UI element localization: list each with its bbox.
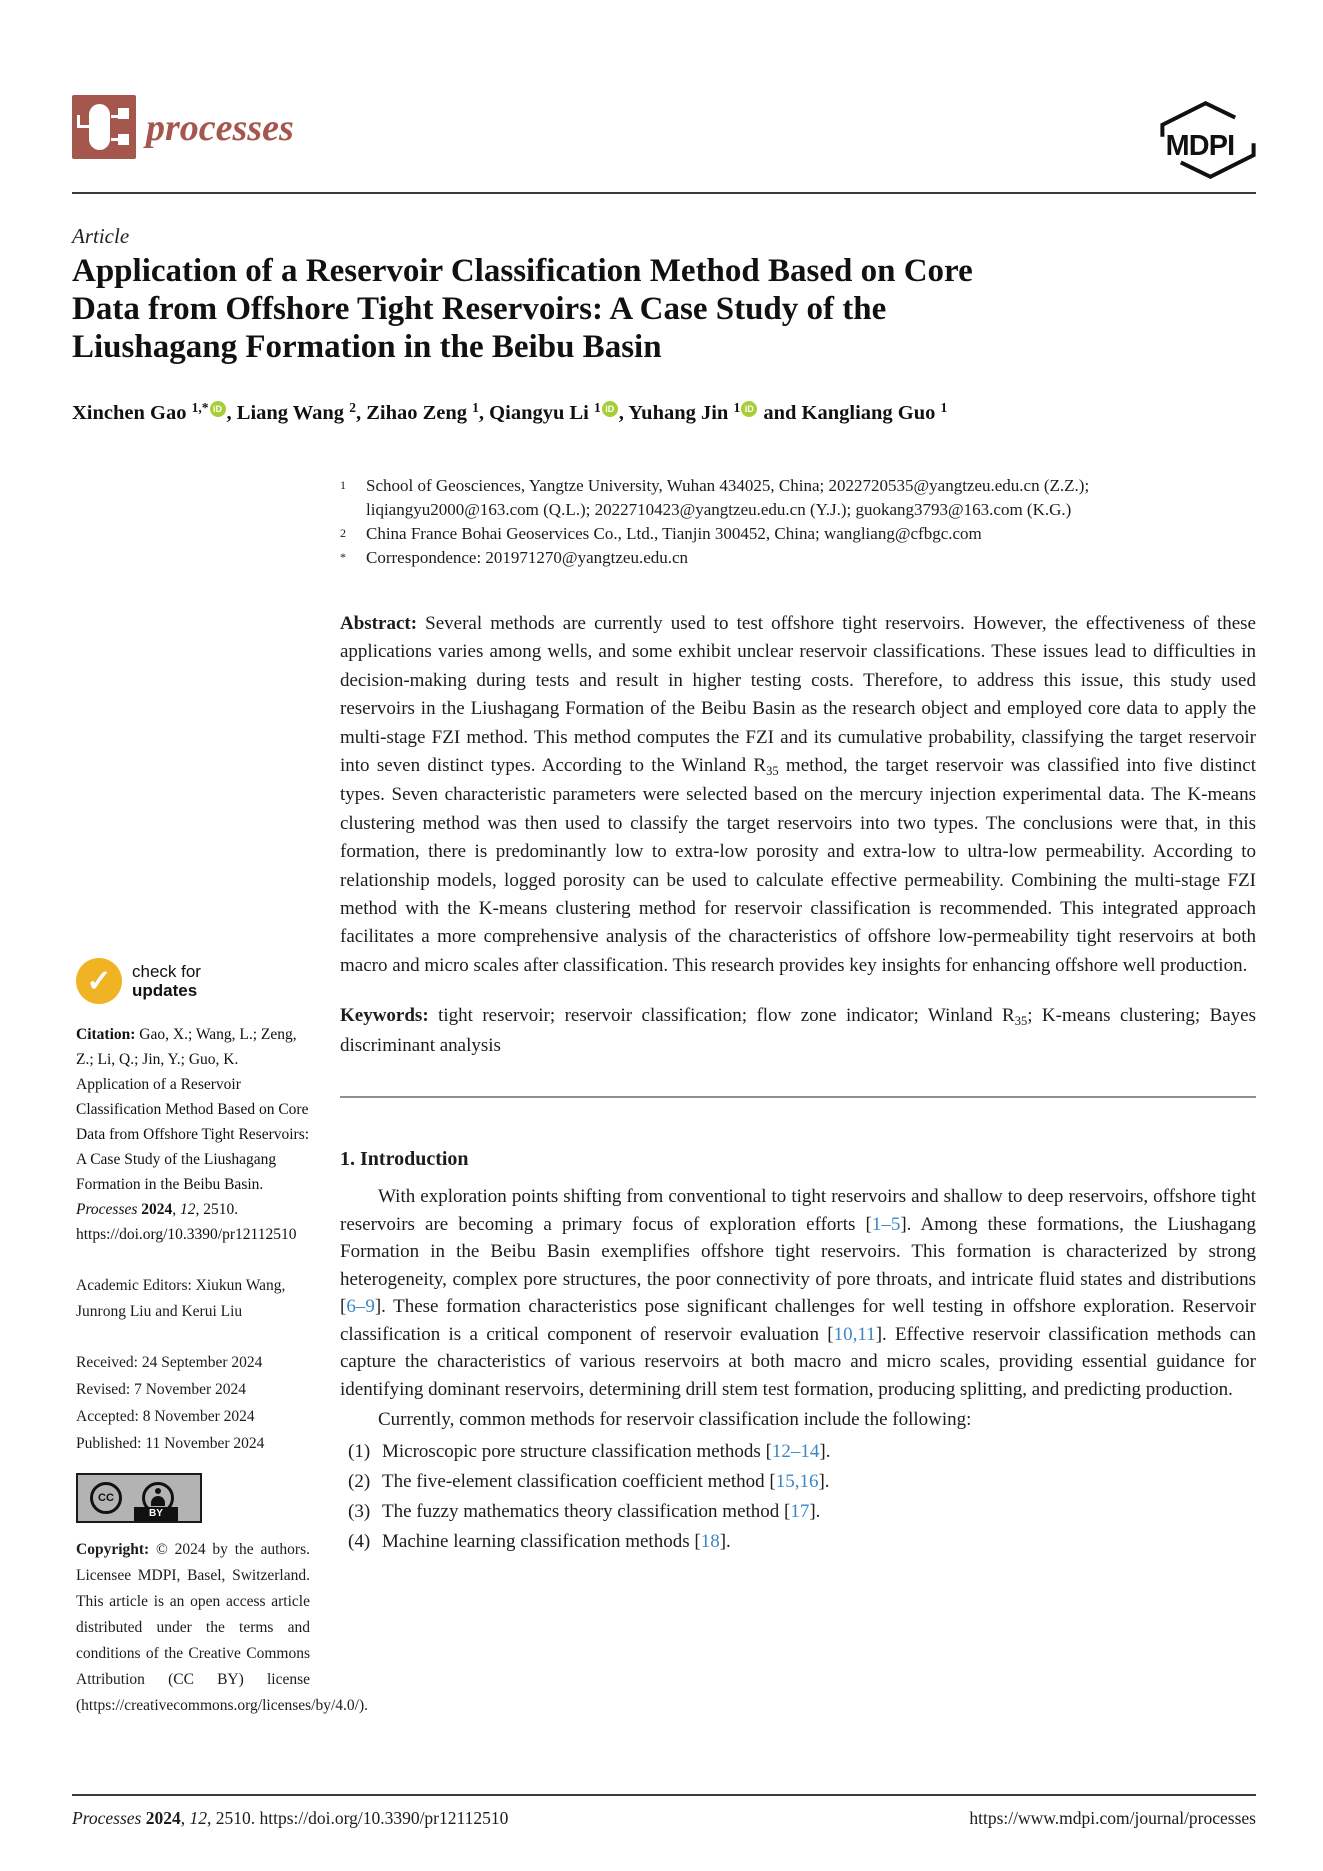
check-for-updates-badge[interactable]	[76, 958, 310, 1004]
section-heading-introduction: 1. Introduction	[340, 1148, 469, 1171]
affiliation-marker: 2	[340, 526, 346, 540]
affiliations	[340, 474, 1256, 570]
abstract: Abstract: Several methods are currently used to test offshore tight reservoirs. However, the effectiveness of these applications varies among wells, and some exhibit unclear reservoir classifications. These issues lead to difficulties in decision-making during tests and result in higher testing costs. Therefore, to address this issue, this study used reservoirs in the Liushagang Formation of the Beibu Basin as the research object and employed core data to apply the multi-stage FZI method. This method computes the FZI and its cumulative probability, classifying the target reservoir into seven distinct types. According to the Winland R35 method, the target reservoir was classified into five distinct types. Seven characteristic parameters were selected based on the mercury injection experimental data. The K-means clustering method was then used to classify the target reservoirs into two types. The conclusions were that, in this formation, there is predominantly low to extra-low porosity and extra-low to ultra-low permeability. According to relationship models, logged porosity can be used to calculate effective permeability. Combining the multi-stage FZI method with the K-means clustering method for reservoir classification is recommended. This integrated approach facilitates a more comprehensive analysis of the characteristics of offshore low-permeability tight reservoirs at both macro and micro scales after classification. This research provides key insights for enhancing offshore well production.	[340, 613, 1256, 976]
list-number: (4)	[348, 1530, 371, 1552]
article-type-label: Article	[72, 224, 130, 248]
copyright-notice: Copyright: © 2024 by the authors. Licensee MDPI, Basel, Switzerland. This article is an open access article distributed under the terms and conditions of the Creative Commons Attribution (CC BY) license (https://creativecommons.org/licenses/by/4.0/).	[76, 1541, 369, 1714]
mdpi-logo	[1156, 96, 1260, 184]
affiliation-row	[340, 474, 1256, 522]
keywords: Keywords: tight reservoir; reservoir classification; flow zone indicator; Winland R35; K-means clustering; Bayes discriminant analysis	[340, 1005, 1257, 1056]
title-line-1: Application of a Reservoir Classification Method Based on Core	[72, 253, 973, 289]
affiliation-row	[340, 522, 1256, 546]
footer-journal-url[interactable]: https://www.mdpi.com/journal/processes	[969, 1808, 1256, 1828]
title-line-2: Data from Offshore Tight Reservoirs: A Case Study of the	[72, 291, 887, 327]
list-item	[340, 1467, 1256, 1497]
journal-name: processes	[146, 107, 294, 149]
methods-list	[340, 1437, 1256, 1557]
academic-editors: Academic Editors: Xiukun Wang, Junrong Liu and Kerui Liu	[76, 1277, 286, 1320]
authors-line: Xinchen Gao $^{1,*}$ iD , Liang Wang $^2$, Zihao Zeng $^1$, Qiangyu Li $^1$ iD , Yuhang Jin $^1$ iD and Kangliang Guo $^1$	[72, 400, 948, 424]
accepted-date: Accepted: 8 November 2024	[76, 1408, 255, 1425]
footer-citation: Processes 2024, 12, 2510. https://doi.org/10.3390/pr12112510	[72, 1808, 509, 1828]
main-column	[340, 474, 1256, 1557]
title-line-3: Liushagang Formation in the Beibu Basin	[72, 329, 662, 365]
reference-link[interactable]: 18	[700, 1530, 720, 1552]
logo-square-shape	[118, 108, 129, 119]
orcid-icon[interactable]: iD	[210, 401, 226, 417]
page-title	[72, 252, 1132, 366]
header-divider	[72, 192, 1256, 194]
list-item-text: The five-element classification coefficient method [15,16].	[382, 1470, 830, 1492]
check-icon: ✓	[76, 958, 122, 1004]
affiliation-text: China France Bohai Geoservices Co., Ltd., Tianjin 300452, China; wangliang@cfbgc.com	[366, 524, 982, 543]
list-number: (1)	[348, 1440, 371, 1462]
reference-link[interactable]: 17	[790, 1500, 810, 1522]
citation-block: Citation: Gao, X.; Wang, L.; Zeng, Z.; Li, Q.; Jin, Y.; Guo, K. Application of a Reservoir Classification Method Based on Core Data from Offshore Tight Reservoirs: A Case Study of the Liushagang Formation in the Beibu Basin. Processes 2024, 12, 2510. https://doi.org/10.3390/pr12112510	[76, 1026, 310, 1243]
cc-by-label: BY	[134, 1507, 178, 1521]
affiliation-text: School of Geosciences, Yangtze University, Wuhan 434025, China; 2022720535@yangtzeu.edu.cn (Z.Z.); liqiangyu2000@163.com (Q.L.); 2022710423@yangtzeu.edu.cn (Y.J.); guokang3793@163.com (K.G.)	[366, 476, 1090, 519]
logo-square-shape	[118, 134, 129, 145]
logo-capsule-shape	[89, 104, 110, 150]
list-item-text: Machine learning classification methods [18].	[382, 1530, 731, 1552]
affiliation-row	[340, 546, 1256, 570]
logo-arrow-shape	[77, 115, 80, 128]
revised-date: Revised: 7 November 2024	[76, 1381, 247, 1398]
check-for-updates-label	[132, 962, 201, 1000]
section-divider	[340, 1096, 1256, 1098]
processes-logo-icon	[72, 95, 136, 159]
article-dates	[76, 1349, 310, 1457]
affiliation-marker: *	[340, 550, 346, 564]
reference-link[interactable]: 12–14	[771, 1440, 820, 1462]
published-date: Published: 11 November 2024	[76, 1435, 265, 1452]
list-item	[340, 1437, 1256, 1467]
reference-link[interactable]: 6–9	[346, 1296, 375, 1318]
affiliation-marker: 1	[340, 478, 346, 492]
list-item	[340, 1527, 1256, 1557]
correspondence-text: Correspondence: 201971270@yangtzeu.edu.cn	[366, 548, 689, 567]
orcid-icon[interactable]: iD	[741, 401, 757, 417]
badge-line-1: check for	[132, 962, 201, 981]
logo-connector-shape	[111, 138, 118, 141]
mdpi-wordmark: MDPI	[1165, 130, 1235, 163]
footer-divider	[72, 1794, 1256, 1796]
list-item-text: The fuzzy mathematics theory classification method [17].	[382, 1500, 821, 1522]
badge-line-2: updates	[132, 981, 198, 1000]
introduction-paragraph-1: With exploration points shifting from conventional to tight reservoirs and shallow to deep reservoirs, offshore tight reservoirs are becoming a primary focus of exploration efforts [1–5]. Among these formations, the Liushagang Formation in the Beibu Basin exemplifies offshore tight reservoirs. This formation is characterized by strong heterogeneity, complex pore structures, the poor connectivity of pore throats, and intricate fluid states and distributions [6–9]. These formation characteristics pose significant challenges for well testing in offshore exploration. Reservoir classification is a critical component of reservoir evaluation [10,11]. Effective reservoir classification methods can capture the characteristics of various reservoirs at both macro and micro scales, providing essential guidance for identifying dominant reservoirs, determining drill stem test formation, producing splitting, and predicting production.	[340, 1186, 1256, 1400]
list-number: (2)	[348, 1470, 371, 1492]
orcid-icon[interactable]: iD	[602, 401, 618, 417]
reference-link[interactable]: 15,16	[775, 1470, 819, 1492]
cc-by-license-badge[interactable]	[76, 1473, 202, 1523]
logo-connector-shape	[111, 115, 118, 118]
reference-link[interactable]: 1–5	[871, 1213, 901, 1235]
received-date: Received: 24 September 2024	[76, 1354, 263, 1371]
cc-icon: CC	[90, 1482, 122, 1514]
introduction-paragraph-2: Currently, common methods for reservoir classification include the following:	[378, 1409, 972, 1431]
list-item-text: Microscopic pore structure classification methods [12–14].	[382, 1440, 831, 1462]
list-item	[340, 1497, 1256, 1527]
list-number: (3)	[348, 1500, 371, 1522]
reference-link[interactable]: 10,11	[833, 1323, 876, 1345]
